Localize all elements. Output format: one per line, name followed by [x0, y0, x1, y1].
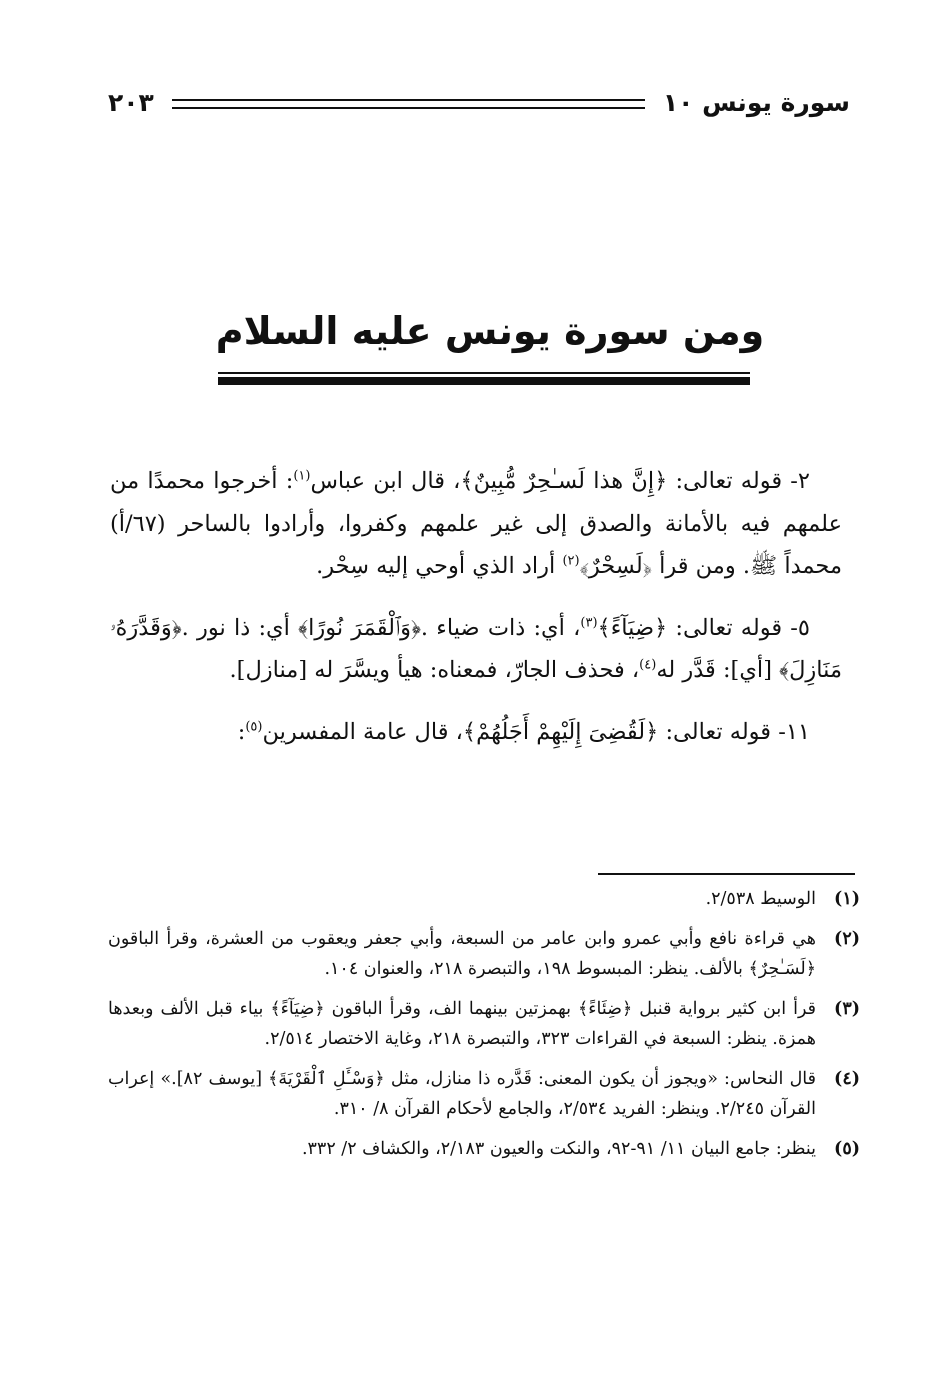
chapter-title-underline	[218, 372, 750, 386]
paragraph-text: ، أي: ذات ضياء .﴿وَٱلْقَمَرَ نُورًا﴾ أي: ذا نور .﴿وَقَدَّرَهُۥ مَنَازِلَ﴾ [أي]: قَدَّر له	[110, 614, 842, 683]
body-text	[110, 460, 842, 753]
footnote-separator	[598, 873, 855, 875]
paragraph-text: ١١- قوله تعالى: ﴿لَقُضِىَ إِلَيْهِمْ أَجَلُهُمْ﴾، قال عامة المفسرين	[262, 718, 810, 745]
footnote	[108, 994, 860, 1054]
footnote-ref: (٥)	[245, 719, 263, 734]
footnote-text: قال النحاس: «ويجوز أن يكون المعنى: قَدَّره ذا منازل، مثل ﴿وَسْـَٔلِ ٱلْقَرْيَةَ﴾ [يوسف ٨٢].» إعراب القرآن ٢/٢٤٥. وينظر: الفريد ٢/٥٣٤، والجامع لأحكام القرآن ٨/ ٣١٠.	[108, 1069, 816, 1119]
footnote	[108, 884, 860, 914]
chapter-title: ومن سورة يونس عليه السلام	[215, 309, 765, 353]
footnote-ref: (٤)	[639, 657, 657, 673]
header-rule	[172, 99, 645, 109]
paragraph-verse-11	[110, 711, 842, 754]
footnote-ref: (٢)	[562, 553, 580, 569]
paragraph-text: ، فحذف الجارّ، فمعناه: هيأ ويسَّرَ له [منازل].	[229, 657, 640, 683]
footnote-number: (٤)	[834, 1069, 860, 1089]
footnote-ref: (١)	[293, 468, 311, 484]
footnote-number: (٣)	[834, 999, 860, 1019]
footnote-ref: (٣)	[580, 615, 598, 630]
footnote	[108, 924, 860, 984]
footnote	[108, 1064, 860, 1124]
header-surah-title: سورة يونس ١٠	[662, 87, 850, 117]
page-number: ٢٠٣	[108, 87, 154, 117]
footnote-text: هي قراءة نافع وأبي عمرو وابن عامر من السبعة، وأبي جعفر ويعقوب من العشرة، وقرأ الباقون ﴿لَسَـٰحِرٌ﴾ بالألف. ينظر: المبسوط ١٩٨، والتبصرة ٢١٨، والعنوان ١٠٤.	[108, 929, 816, 979]
paragraph-text: ٥- قوله تعالى: ﴿ضِيَآءً﴾	[597, 614, 810, 641]
footnote-text: الوسيط ٢/٥٣٨.	[705, 889, 816, 909]
footnote-number: (٢)	[834, 929, 860, 949]
paragraph-verse-5	[110, 607, 842, 692]
paragraph-text: :	[237, 718, 246, 745]
footnote-number: (١)	[834, 889, 860, 909]
paragraph-text: ٢- قوله تعالى: ﴿إِنَّ هذا لَسـٰحِرٌ مُّبِينٌ﴾، قال ابن عباس	[310, 468, 810, 494]
footnote	[108, 1134, 860, 1164]
footnote-text: قرأ ابن كثير برواية قنبل ﴿ضِئَاءً﴾ بهمزتين بينهما الف، وقرأ الباقون ﴿ضِيَآءً﴾ بياء قبل الألف وبعدها همزة. ينظر: السبعة في القراءات ٣٢٣، والتبصرة ٢١٨، وغاية الاختصار ٢/٥١٤.	[108, 999, 816, 1049]
footnote-number: (٥)	[834, 1139, 860, 1159]
footnotes	[108, 884, 860, 1174]
underline-thick-rule	[218, 377, 750, 385]
underline-thin-rule	[218, 372, 750, 374]
paragraph-text: : أخرجوا محمدًا من علمهم فيه بالأمانة والصدق إلى غير علمهم وكفروا، وأرادوا بالساحر (٦٧/أ) محمداً ﷺ. ومن قرأ ﴿لَسِحْرٌ﴾	[110, 468, 842, 579]
paragraph-verse-2	[110, 460, 842, 588]
running-header	[108, 82, 850, 122]
paragraph-text: أراد الذي أوحي إليه سِحْر.	[316, 553, 563, 579]
footnote-text: ينظر: جامع البيان ١١/ ٩١-٩٢، والنكت والعيون ٢/١٨٣، والكشاف ٢/ ٣٣٢.	[301, 1139, 816, 1159]
